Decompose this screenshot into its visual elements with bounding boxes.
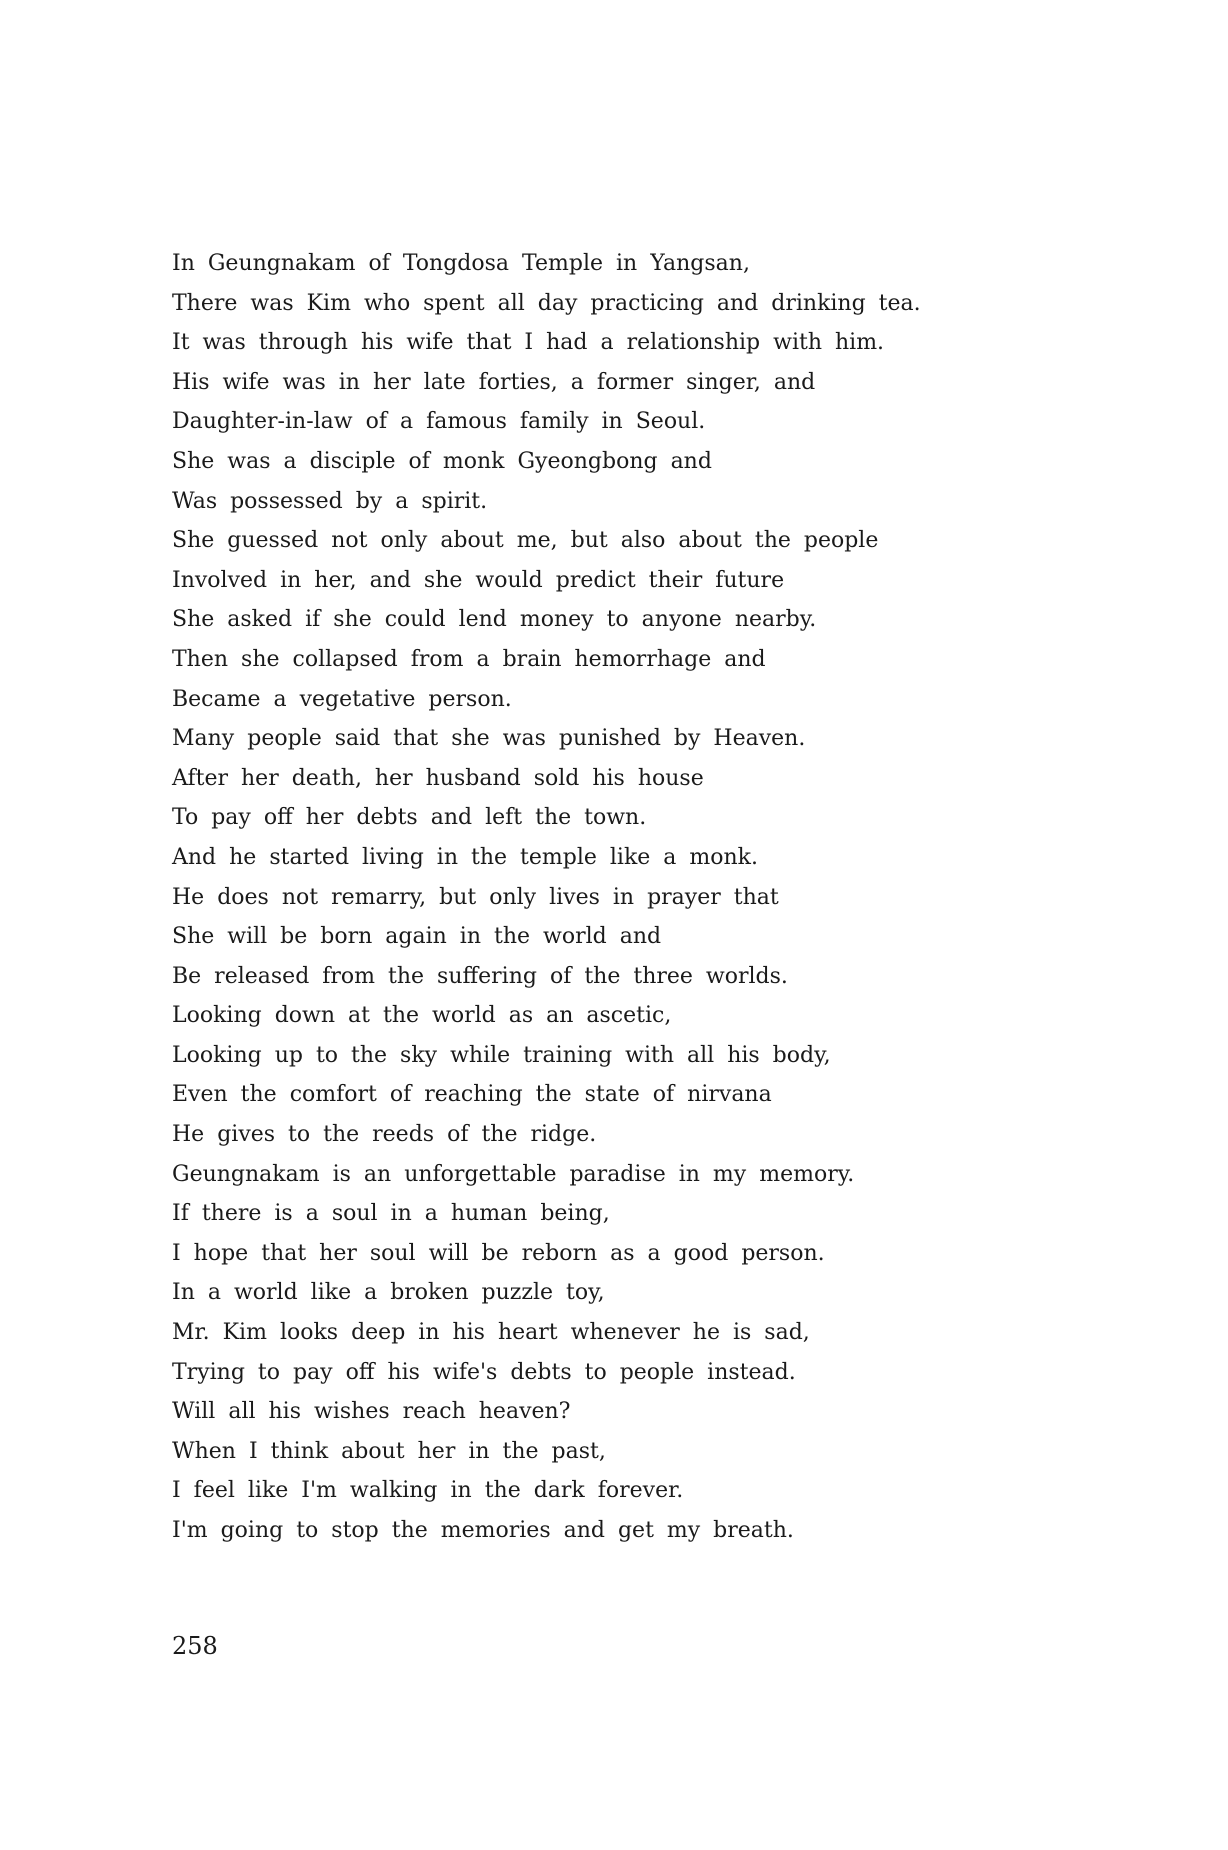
poem-line: His wife was in her late forties, a former singer, and xyxy=(172,369,816,395)
poem-line: Geungnakam is an unforgettable paradise in my memory. xyxy=(172,1161,855,1187)
poem-line: When I think about her in the past, xyxy=(172,1438,606,1464)
poem-line: He gives to the reeds of the ridge. xyxy=(172,1122,597,1148)
poem-line: In Geungnakam of Tongdosa Temple in Yangsan, xyxy=(172,251,750,276)
poem-line: In a world like a broken puzzle toy, xyxy=(172,1280,605,1306)
poem-line: He does not remarry, but only lives in prayer that xyxy=(172,884,779,910)
poem-line: Even the comfort of reaching the state of nirvana xyxy=(172,1082,772,1108)
poem-line: Trying to pay off his wife's debts to people instead. xyxy=(172,1359,796,1385)
poem-line: Was possessed by a spirit. xyxy=(172,488,488,514)
poem-line: Looking up to the sky while training with all his body, xyxy=(172,1042,831,1068)
poem-line: Then she collapsed from a brain hemorrhage and xyxy=(172,646,766,672)
poem-line: After her death, her husband sold his house xyxy=(172,765,704,791)
poem-line: Will all his wishes reach heaven? xyxy=(172,1399,571,1425)
poem-line: Daughter-in-law of a famous family in Seoul. xyxy=(172,409,706,435)
poem-line: Mr. Kim looks deep in his heart whenever he is sad, xyxy=(172,1320,810,1346)
poem-line: If there is a soul in a human being, xyxy=(172,1201,610,1227)
poem-line: She guessed not only about me, but also about the people xyxy=(172,528,879,554)
poem-line: She was a disciple of monk Gyeongbong and xyxy=(172,448,712,474)
poem-line: And he started living in the temple like a monk. xyxy=(172,844,758,870)
poem-line: Many people said that she was punished by Heaven. xyxy=(172,726,806,752)
poem-line: Looking down at the world as an ascetic, xyxy=(172,1003,672,1029)
poem-line: I'm going to stop the memories and get my breath. xyxy=(172,1518,794,1543)
poem-line: Be released from the suffering of the three worlds. xyxy=(172,963,788,989)
poem-line: Became a vegetative person. xyxy=(172,686,512,712)
poem-line: She asked if she could lend money to anyone nearby. xyxy=(172,607,817,633)
page-number: 258 xyxy=(172,1632,218,1660)
poem-body xyxy=(172,244,1172,1551)
poem-line: Involved in her, and she would predict their future xyxy=(172,567,785,593)
poem-line: To pay off her debts and left the town. xyxy=(172,805,647,831)
poem-line: It was through his wife that I had a relationship with him. xyxy=(172,330,885,356)
poem-line: She will be born again in the world and xyxy=(172,924,662,950)
poem-line: I hope that her soul will be reborn as a good person. xyxy=(172,1240,825,1266)
poem-line: There was Kim who spent all day practicing and drinking tea. xyxy=(172,290,921,316)
poem-line: I feel like I'm walking in the dark forever. xyxy=(172,1478,684,1504)
